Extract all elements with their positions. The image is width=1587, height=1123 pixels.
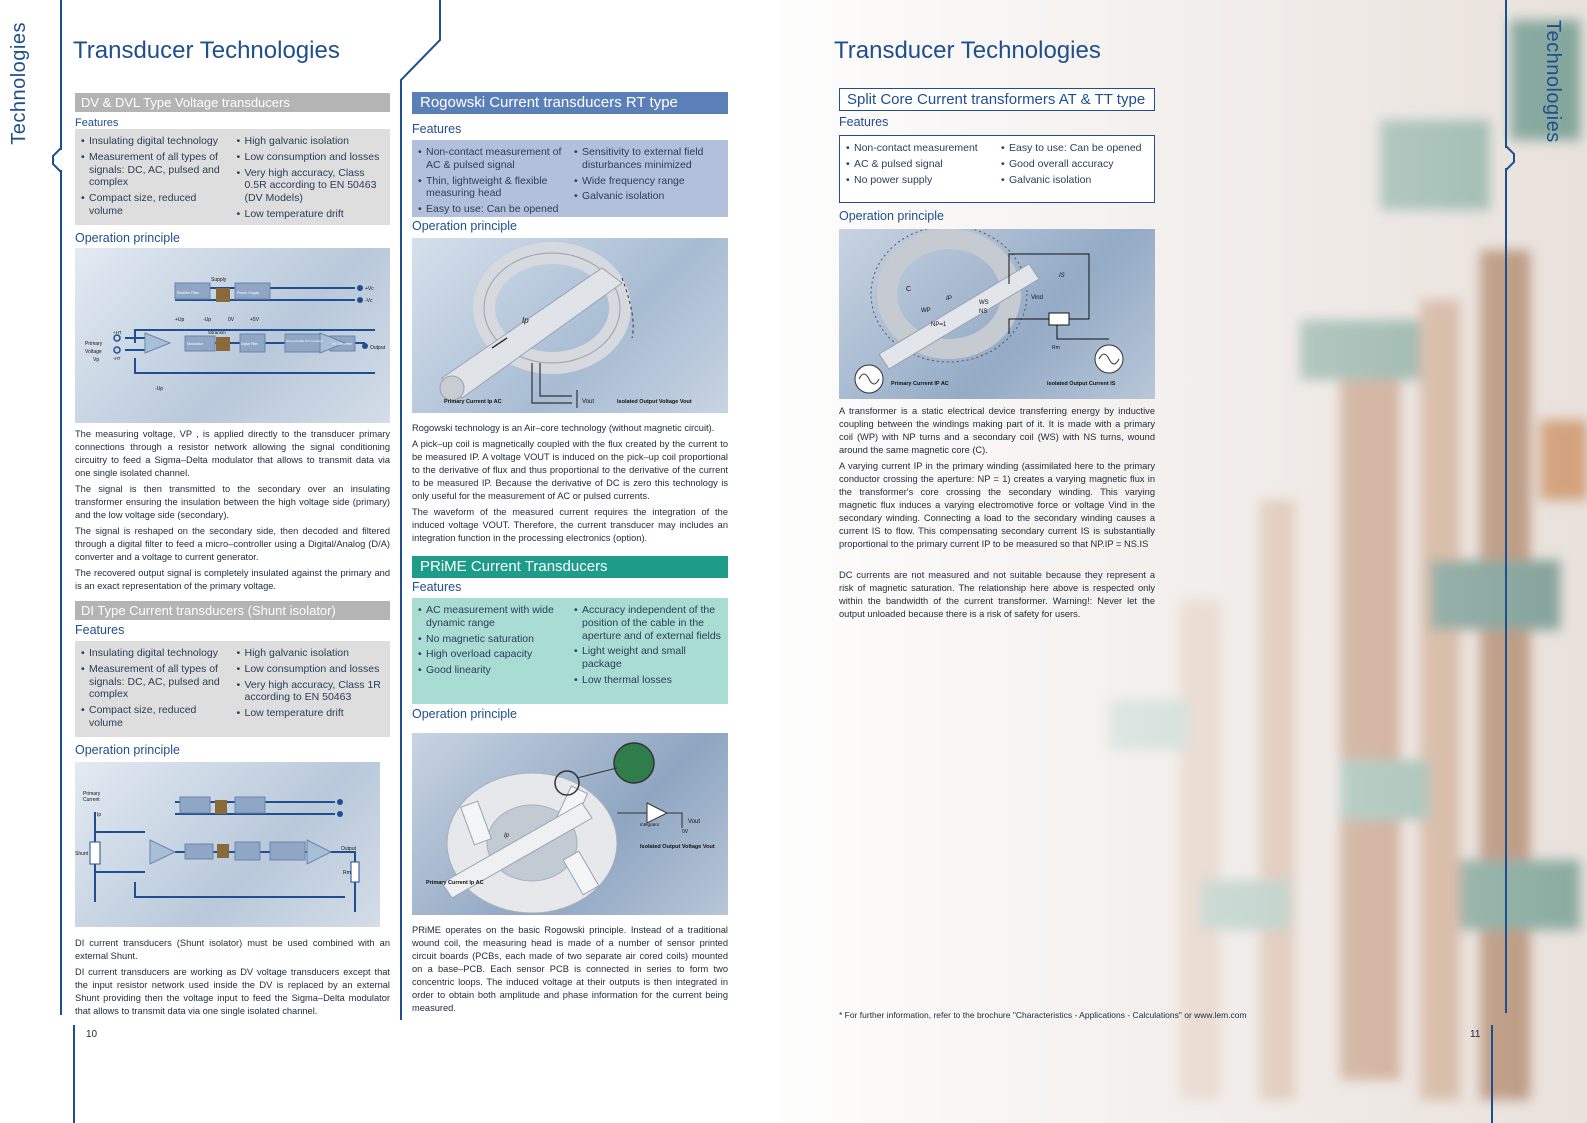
- diagram-label: Ip: [504, 833, 510, 839]
- diagram-label: V/I Converter: [332, 342, 352, 346]
- di-operation-diagram: [75, 762, 380, 927]
- paragraph: Rogowski technology is an Air–core technology (without magnetic circuit).: [412, 423, 715, 433]
- diagram-label: Microcontroller D/A Converter: [286, 339, 323, 343]
- feature-item: • Easy to use: Can be opened: [1001, 142, 1148, 155]
- feature-item: • Low thermal losses: [574, 674, 722, 687]
- diagram-label: Rectifier Filter: [177, 291, 200, 295]
- diagram-label: Output: [341, 846, 357, 852]
- rt-features-label: Features: [412, 122, 462, 136]
- diagram-label: Sitransm: [208, 330, 226, 335]
- paragraph: DC currents are not measured and not suitable because they represent a risk of magnetic saturation. The relationship here above is respected only within the bandwidth of the current transformer. Warning!: Never let the output unloaded because there is a risk of safety for users.: [839, 570, 1155, 620]
- feature-item: • Good linearity: [418, 664, 566, 677]
- split-description: [839, 405, 1155, 624]
- diagram-label: Digital Filter: [241, 342, 258, 346]
- left-frame-line: [60, 0, 62, 150]
- prime-description: [412, 924, 728, 1018]
- left-page-number: 10: [86, 1029, 98, 1040]
- diagram-label: Modulator: [187, 342, 203, 346]
- feature-item: • High galvanic isolation: [237, 135, 385, 148]
- diagram-label: Current: [83, 797, 100, 803]
- diagram-label: NP=1: [931, 322, 947, 328]
- feature-item: • Non-contact measurement: [846, 142, 993, 155]
- feature-item: • AC & pulsed signal: [846, 158, 993, 171]
- feature-item: • Very high accuracy, Class 0.5R according to EN 50463 (DV Models): [237, 167, 385, 205]
- feature-item: • AC measurement with wide dynamic range: [418, 604, 566, 630]
- diagram-label: Rm: [1052, 345, 1060, 351]
- footnote: * For further information, refer to the brochure "Characteristics - Applications - Calculations" or www.lem.com: [839, 1010, 1247, 1020]
- diagram-label: Primary Current Ip AC: [444, 399, 502, 405]
- rt-features-col2: [574, 146, 722, 211]
- diagram-label: Voltage: [85, 349, 102, 355]
- diagram-label: Primary Current Ip AC: [426, 880, 484, 886]
- split-heading: Split Core Current transformers AT & TT type: [839, 88, 1155, 111]
- di-features-label: Features: [75, 623, 125, 637]
- feature-item: • Low consumption and losses: [237, 151, 385, 164]
- diagram-label: Shunt: [75, 851, 89, 857]
- right-side-tab: Technologies: [1542, 20, 1564, 143]
- diagram-label: +HT: [113, 330, 122, 335]
- rt-heading: Rogowski Current transducers RT type: [412, 92, 728, 114]
- rt-operation-diagram: [412, 238, 728, 413]
- diagram-label: IS: [1059, 273, 1065, 279]
- prime-features-col1: [418, 604, 566, 698]
- split-features-col1: [846, 142, 993, 196]
- prime-features-col2: [574, 604, 722, 698]
- feature-item: • Very high accuracy, Class 1R according to EN 50463: [237, 679, 385, 705]
- paragraph: The waveform of the measured current requires the integration of the induced voltage VOUT. Therefore, the current transducer may includes an integration function in the processing electronics (option).: [412, 507, 728, 544]
- feature-item: • Low consumption and losses: [237, 663, 385, 676]
- feature-item: • No magnetic saturation: [418, 633, 566, 646]
- rt-operation-label: Operation principle: [412, 219, 517, 233]
- diagram-label: NS: [979, 309, 988, 315]
- diagram-label: Ip: [522, 316, 529, 325]
- feature-item: • Compact size, reduced volume: [81, 704, 229, 730]
- paragraph: A varying current IP in the primary winding (assimilated here to the primary conductor crossing the aperture: NP = 1) creates a varying magnetic flux in the transformer's core crossing the secondary winding. This varying magnetic flux induces a varying electromotive force or voltage Vind in the secondary winding. Connecting a load to the secondary winding causes a current IS to flow. This compensating secondary current IS is substantially proportional to the primary current IP to be measured so that NP.IP = NS.IS: [839, 461, 1155, 550]
- split-operation-diagram: [839, 229, 1155, 399]
- feature-item: • Insulating digital technology: [81, 135, 229, 148]
- diagram-label: Output: [370, 345, 386, 351]
- feature-item: • Galvanic isolation: [1001, 174, 1148, 187]
- diagram-label: Supply: [211, 277, 227, 283]
- diagram-label: Vout: [582, 399, 595, 405]
- diagram-label: -Up: [203, 317, 212, 323]
- right-frame-line: [1505, 0, 1507, 148]
- right-bottom-line: [1491, 1025, 1493, 1123]
- diagram-label: +Vc: [365, 286, 374, 292]
- diagram-label: WP: [921, 308, 931, 314]
- dv-operation-diagram: [75, 248, 390, 423]
- split-features-box: [839, 135, 1155, 203]
- di-operation-label: Operation principle: [75, 743, 180, 757]
- di-features-col1: [81, 647, 229, 731]
- di-features-col2: [237, 647, 385, 731]
- feature-item: • Easy to use: Can be opened: [418, 203, 566, 216]
- paragraph: DI current transducers are working as DV voltage transducers except that the input resistor network used inside the DV is replaced by an external Shunt providing then the voltage input to feed the Sigma–Delta modulator that allows to transmit data via one single isolated channel.: [75, 967, 390, 1017]
- prime-heading: PRiME Current Transducers: [412, 556, 728, 578]
- right-page-title: Transducer Technologies: [834, 37, 1101, 64]
- paragraph: A pick–up coil is magnetically coupled with the flux created by the current to be measured IP. A voltage VOUT is induced on the pick–up coil proportional to the derivative of flux and thus proportional to the derivative of the current to be measured IP. Because the derivative of DC is zero this technology is only useful for the measurement of AC or pulsed currents.: [412, 439, 728, 502]
- rt-description: [412, 422, 728, 548]
- diagram-label: Primary: [85, 341, 103, 347]
- diagram-label: Isolated Output Current IS: [1047, 381, 1116, 387]
- diagram-label: -Up: [155, 386, 164, 392]
- feature-item: • Wide frequency range: [574, 175, 722, 188]
- feature-item: • High overload capacity: [418, 648, 566, 661]
- split-features-label: Features: [839, 115, 889, 129]
- split-operation-label: Operation principle: [839, 209, 944, 223]
- dv-features-col1: [81, 135, 229, 219]
- diagram-label: IP: [946, 296, 952, 302]
- feature-item: • Compact size, reduced volume: [81, 192, 229, 218]
- dv-operation-label: Operation principle: [75, 231, 180, 245]
- di-heading: DI Type Current transducers (Shunt isolator): [75, 601, 390, 620]
- diagram-label: +5V: [250, 317, 260, 323]
- dv-description: [75, 428, 390, 596]
- prime-operation-diagram: [412, 733, 728, 915]
- dv-features-label: Features: [75, 117, 119, 129]
- diagram-label: 0V: [228, 317, 235, 323]
- feature-item: • Low temperature drift: [237, 208, 385, 221]
- diagram-label: Vind: [1031, 295, 1043, 301]
- prime-features-box: [412, 598, 728, 704]
- left-side-tab: Technologies: [8, 22, 30, 145]
- feature-item: • Low temperature drift: [237, 707, 385, 720]
- feature-item: • No power supply: [846, 174, 993, 187]
- left-page-title: Transducer Technologies: [73, 37, 340, 64]
- di-description: [75, 937, 390, 1021]
- left-frame-line-lower: [60, 170, 62, 1015]
- diagram-label: Isolated Output Voltage Vout: [617, 399, 692, 405]
- diagram-label: -Vc: [365, 298, 373, 304]
- feature-item: • Galvanic isolation: [574, 190, 722, 203]
- diagram-label: Isolated Output Voltage Vout: [640, 844, 715, 850]
- rt-features-col1: [418, 146, 566, 216]
- paragraph: DI current transducers (Shunt isolator) must be used combined with an external Shunt.: [75, 938, 390, 962]
- paragraph: A transformer is a static electrical device transferring energy by inductive coupling between the windings making part of it. It is made with a primary coil (WP) with NP turns and a secondary coil (WS) with NS turns, wound around the same magnetic core (C).: [839, 406, 1155, 456]
- paragraph: The signal is reshaped on the secondary side, then decoded and filtered through a digital filter to feed a micro–controller using a Digital/Analog (D/A) converter and a voltage to current generator.: [75, 526, 390, 563]
- feature-item: • Insulating digital technology: [81, 647, 229, 660]
- feature-item: • Accuracy independent of the position of the cable in the aperture and of external fields: [574, 604, 722, 642]
- diagram-label: C: [906, 286, 912, 293]
- diagram-label: +Up: [175, 317, 185, 323]
- di-features-box: [75, 641, 390, 737]
- diagram-label: Primary Current IP AC: [891, 381, 949, 387]
- feature-item: • Sensitivity to external field disturbances minimized: [574, 146, 722, 172]
- diagram-label: Rm: [343, 870, 351, 876]
- feature-item: • High galvanic isolation: [237, 647, 385, 660]
- split-features-col2: [1001, 142, 1148, 196]
- left-bottom-line: [73, 1025, 75, 1123]
- paragraph: The recovered output signal is completely insulated against the primary and is an exact representation of the primary voltage.: [75, 568, 390, 592]
- diagram-label: Primary: [83, 791, 101, 797]
- rt-features-box: [412, 140, 728, 217]
- diagram-label: Ip: [97, 812, 102, 818]
- diagram-label: 0V: [682, 829, 689, 835]
- diagram-label: Vp: [93, 357, 100, 363]
- feature-item: • Non-contact measurement of AC & pulsed signal: [418, 146, 566, 172]
- right-page-number: 11: [1470, 1029, 1481, 1040]
- diagram-label: -HT: [113, 356, 121, 361]
- paragraph: PRiME operates on the basic Rogowski principle. Instead of a traditional wound coil, the measuring head is made of a number of sensor printed circuit boards (PCBs, each made of two separate air cored coils) mounted on a base–PCB. Each sensor PCB is connected in series to form two concentric loops. The induced voltage at their outputs is then integrated in order to obtain both amplitude and phase information for the current being measured.: [412, 925, 728, 1014]
- paragraph: The measuring voltage, VP , is applied directly to the transducer primary connections through a resistor network allowing the signal conditioning circuitry to feed a Sigma–Delta modulator that allows to transmit data via one single isolated channel.: [75, 429, 390, 479]
- diagram-label: Power Supply: [237, 291, 260, 295]
- feature-item: • Good overall accuracy: [1001, 158, 1148, 171]
- dv-features-box: [75, 129, 390, 225]
- diagram-label: Vout: [688, 819, 701, 825]
- feature-item: • Measurement of all types of signals: DC, AC, pulsed and complex: [81, 151, 229, 189]
- prime-operation-label: Operation principle: [412, 707, 517, 721]
- feature-item: • Measurement of all types of signals: DC, AC, pulsed and complex: [81, 663, 229, 701]
- feature-item: • Light weight and small package: [574, 645, 722, 671]
- feature-item: • Thin, lightweight & flexible measuring head: [418, 175, 566, 201]
- diagram-label: Integrator: [640, 822, 660, 827]
- paragraph: The signal is then transmitted to the secondary over an insulating transformer ensuring the insulation between the high voltage side (primary) and the low voltage side (secondary).: [75, 484, 390, 521]
- dv-features-col2: [237, 135, 385, 219]
- right-frame-notch: [1498, 146, 1528, 176]
- right-frame-line-lower: [1505, 168, 1507, 1013]
- prime-features-label: Features: [412, 580, 462, 594]
- dv-heading: DV & DVL Type Voltage transducers: [75, 93, 390, 112]
- diagram-label: WS: [979, 300, 989, 306]
